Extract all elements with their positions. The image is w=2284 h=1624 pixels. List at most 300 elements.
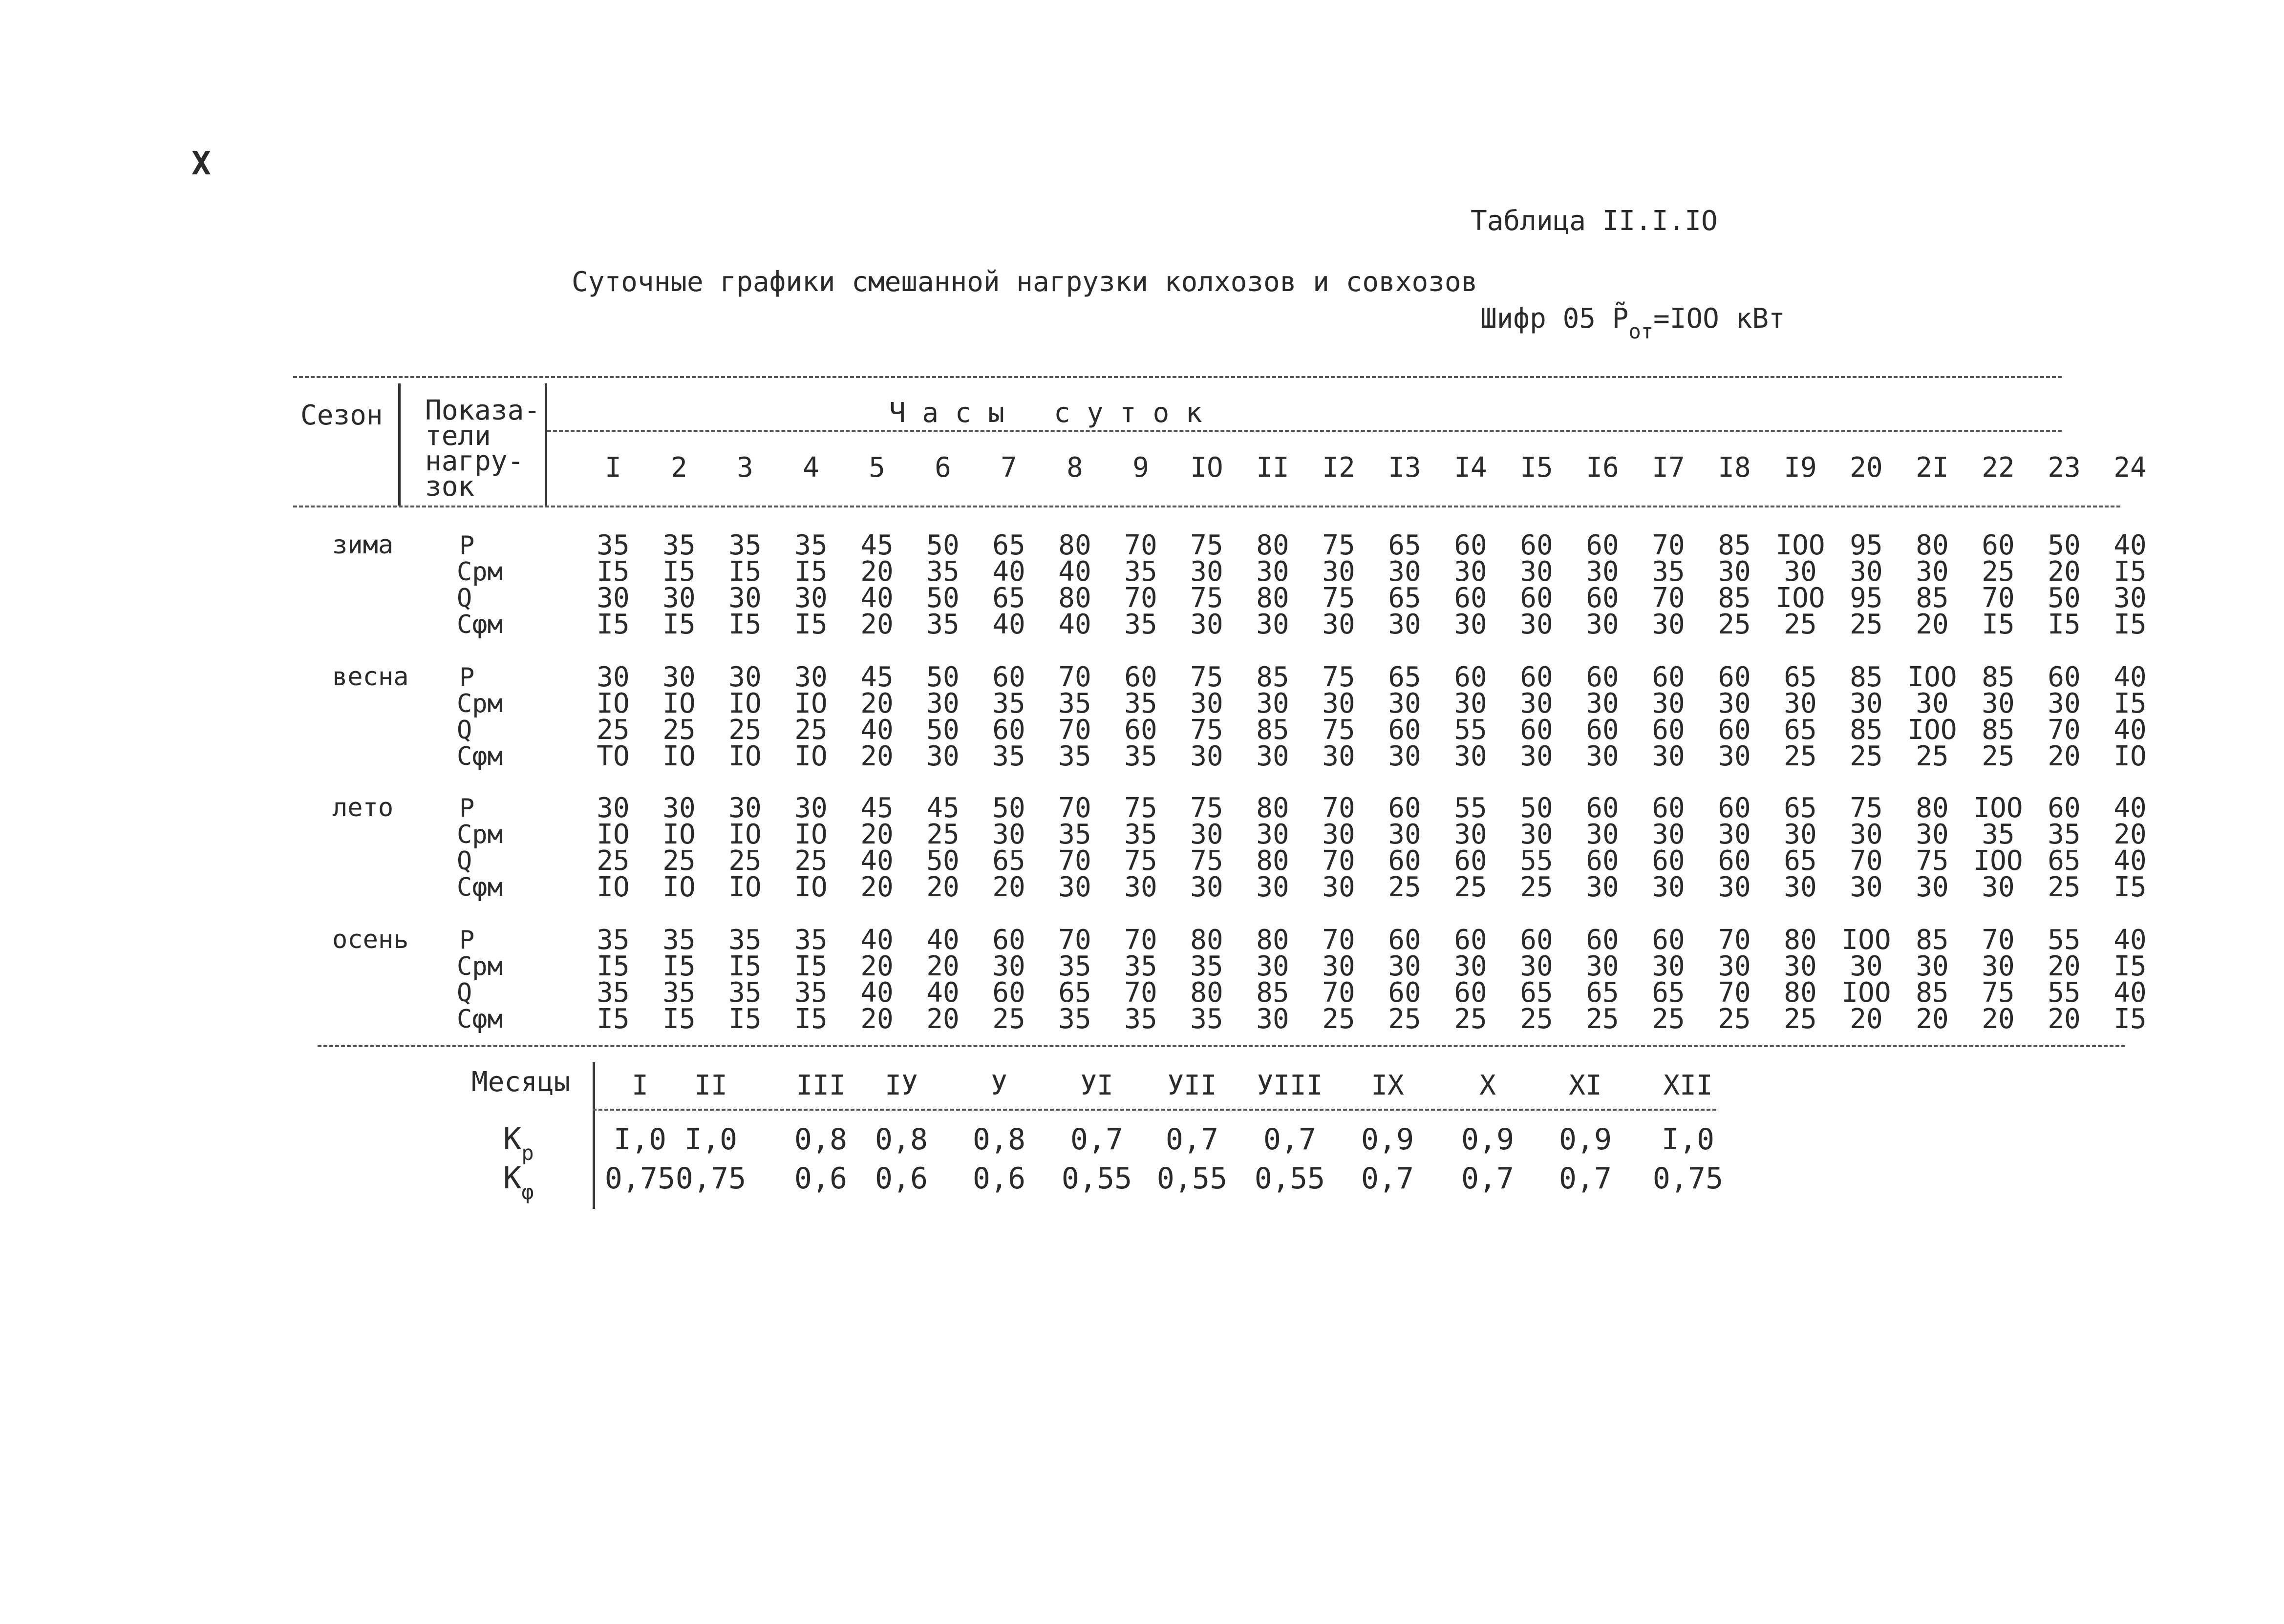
indicator-label: Сφм <box>457 1005 503 1034</box>
data-cell: 80 <box>1256 845 1289 877</box>
data-cell: 35 <box>728 924 762 956</box>
data-cell: 30 <box>1916 871 1949 903</box>
data-cell: 60 <box>992 924 1025 956</box>
data-cell: 75 <box>1322 529 1355 561</box>
data-cell: 30 <box>1850 950 1883 982</box>
data-cell: 30 <box>1652 609 1685 640</box>
data-cell: 70 <box>1124 977 1157 1009</box>
data-cell: 20 <box>2048 950 2081 982</box>
data-cell: 30 <box>1784 950 1817 982</box>
data-cell: 35 <box>662 529 696 561</box>
data-cell: I5 <box>2113 871 2147 903</box>
data-cell: 35 <box>662 977 696 1009</box>
data-cell: 30 <box>1784 556 1817 588</box>
data-cell: 65 <box>1784 661 1817 693</box>
data-cell: 30 <box>728 792 762 824</box>
data-cell: 35 <box>1058 819 1091 850</box>
data-cell: 80 <box>1190 924 1223 956</box>
data-cell: 30 <box>1520 740 1553 772</box>
data-cell: 75 <box>1190 529 1223 561</box>
data-cell: 55 <box>1520 845 1553 877</box>
data-cell: 35 <box>597 529 630 561</box>
hour-number: 22 <box>1982 452 2015 484</box>
data-cell: IO <box>597 819 630 850</box>
data-cell: 25 <box>1454 871 1487 903</box>
data-cell: 30 <box>1388 556 1421 588</box>
data-cell: 85 <box>1718 582 1751 614</box>
data-cell: 30 <box>1784 688 1817 719</box>
data-cell: 30 <box>1124 871 1157 903</box>
data-cell: 85 <box>1982 714 2015 746</box>
data-cell: 20 <box>992 871 1025 903</box>
kp-letter: K <box>503 1121 522 1157</box>
table-title: Суточные графики смешанной нагрузки колхозов и совхозов <box>572 266 1478 298</box>
data-cell: 80 <box>1058 582 1091 614</box>
data-cell: 60 <box>1388 792 1421 824</box>
hour-number: 23 <box>2048 452 2081 484</box>
data-cell: 65 <box>1784 792 1817 824</box>
data-cell: 70 <box>1652 582 1685 614</box>
data-cell: 25 <box>728 714 762 746</box>
data-cell: 70 <box>1058 792 1091 824</box>
data-cell: I5 <box>728 1003 762 1035</box>
data-cell: I5 <box>597 609 630 640</box>
kp-value: I,0 <box>1661 1122 1715 1157</box>
data-cell: 35 <box>1124 609 1157 640</box>
data-cell: IO <box>794 819 828 850</box>
data-cell: 60 <box>1388 714 1421 746</box>
data-cell: IO <box>794 740 828 772</box>
data-cell: 50 <box>926 661 960 693</box>
data-cell: 85 <box>1850 661 1883 693</box>
data-cell: I5 <box>2113 950 2147 982</box>
data-cell: 50 <box>1520 792 1553 824</box>
hour-number: 4 <box>803 452 819 484</box>
data-cell: 60 <box>2048 661 2081 693</box>
data-cell: 60 <box>992 977 1025 1009</box>
data-cell: 40 <box>2113 977 2147 1009</box>
data-cell: 75 <box>1190 792 1223 824</box>
kp-value: 0,9 <box>1461 1122 1515 1157</box>
data-cell: 25 <box>1850 609 1883 640</box>
header-bottom-rule <box>293 506 2120 507</box>
data-cell: 25 <box>597 845 630 877</box>
data-cell: 70 <box>1058 714 1091 746</box>
data-cell: 30 <box>1916 819 1949 850</box>
data-cell: 20 <box>926 950 960 982</box>
data-cell: 25 <box>1454 1003 1487 1035</box>
data-cell: 20 <box>860 556 894 588</box>
kq-value: 0,6 <box>875 1161 928 1196</box>
data-cell: 80 <box>1256 529 1289 561</box>
data-cell: 65 <box>1520 977 1553 1009</box>
data-cell: IOO <box>1907 714 1957 746</box>
data-cell: 80 <box>1256 582 1289 614</box>
data-cell: 30 <box>1256 740 1289 772</box>
indicator-label: P <box>459 794 475 823</box>
hour-number: II <box>1256 452 1289 484</box>
data-cell: 60 <box>1520 529 1553 561</box>
data-cell: 30 <box>662 792 696 824</box>
hour-number: I8 <box>1718 452 1751 484</box>
data-cell: 35 <box>1190 1003 1223 1035</box>
data-cell: 70 <box>1718 977 1751 1009</box>
data-cell: 80 <box>1784 977 1817 1009</box>
data-cell: 30 <box>1520 609 1553 640</box>
data-cell: 40 <box>860 977 894 1009</box>
data-cell: IO <box>728 740 762 772</box>
kp-label <box>503 1121 534 1165</box>
data-cell: 25 <box>1916 740 1949 772</box>
data-cell: 35 <box>1058 688 1091 719</box>
data-cell: I5 <box>597 1003 630 1035</box>
data-cell: 60 <box>1520 582 1553 614</box>
data-cell: 65 <box>2048 845 2081 877</box>
kp-value: 0,8 <box>794 1122 848 1157</box>
data-cell: 85 <box>1256 661 1289 693</box>
data-cell: 20 <box>860 609 894 640</box>
data-cell: 30 <box>1718 740 1751 772</box>
data-cell: 80 <box>1916 529 1949 561</box>
data-cell: 65 <box>1784 845 1817 877</box>
kq-value: 0,7 <box>1361 1161 1414 1196</box>
data-cell: 35 <box>992 740 1025 772</box>
data-cell: 60 <box>1454 977 1487 1009</box>
data-cell: 30 <box>1982 871 2015 903</box>
data-cell: 30 <box>1520 819 1553 850</box>
data-cell: I5 <box>794 1003 828 1035</box>
data-cell: 65 <box>1784 714 1817 746</box>
data-cell: 30 <box>2113 582 2147 614</box>
data-cell: 25 <box>1784 1003 1817 1035</box>
data-cell: I5 <box>728 609 762 640</box>
month-label: III <box>796 1070 846 1101</box>
indicator-label: Срм <box>457 557 503 587</box>
data-cell: 65 <box>1388 661 1421 693</box>
data-cell: 60 <box>1388 924 1421 956</box>
data-cell: 25 <box>1784 609 1817 640</box>
data-cell: 60 <box>1718 845 1751 877</box>
data-cell: 65 <box>1388 582 1421 614</box>
data-cell: 60 <box>1652 661 1685 693</box>
data-cell: 40 <box>2113 845 2147 877</box>
data-cell: 35 <box>794 529 828 561</box>
data-cell: 35 <box>794 977 828 1009</box>
data-cell: 35 <box>728 529 762 561</box>
data-cell: 30 <box>2048 688 2081 719</box>
data-cell: 30 <box>1322 609 1355 640</box>
data-cell: 65 <box>1388 529 1421 561</box>
hour-number: I9 <box>1784 452 1817 484</box>
hour-number: I4 <box>1454 452 1487 484</box>
kq-value: 0,55 <box>1254 1161 1325 1196</box>
kq-value: 0,6 <box>972 1161 1026 1196</box>
data-cell: 30 <box>1784 871 1817 903</box>
data-cell: 60 <box>1718 792 1751 824</box>
hour-number: IO <box>1190 452 1223 484</box>
kq-value: 0,7 <box>1558 1161 1612 1196</box>
data-cell: 75 <box>1124 845 1157 877</box>
season-name: осень <box>332 925 409 954</box>
data-cell: 20 <box>860 950 894 982</box>
data-cell: 60 <box>1124 714 1157 746</box>
cipher-suffix: =IOO кВт <box>1653 303 1785 335</box>
data-cell: 20 <box>2113 819 2147 850</box>
data-cell: 80 <box>1190 977 1223 1009</box>
kp-value: I,0 <box>613 1122 667 1157</box>
data-cell: 30 <box>1322 688 1355 719</box>
data-cell: 25 <box>1652 1003 1685 1035</box>
data-cell: 25 <box>662 845 696 877</box>
season-divider <box>398 383 401 506</box>
data-cell: 70 <box>1982 924 2015 956</box>
month-label: У <box>991 1070 1007 1101</box>
data-cell: IO <box>728 871 762 903</box>
data-cell: 30 <box>662 661 696 693</box>
cipher-line <box>1480 303 1785 343</box>
data-cell: 30 <box>1388 688 1421 719</box>
data-cell: I5 <box>597 950 630 982</box>
kp-value: 0,9 <box>1361 1122 1414 1157</box>
data-cell: 25 <box>1784 740 1817 772</box>
data-cell: 20 <box>2048 740 2081 772</box>
season-name: лето <box>332 793 394 823</box>
data-cell: 80 <box>1256 924 1289 956</box>
data-cell: 30 <box>1256 819 1289 850</box>
data-cell: I5 <box>1982 609 2015 640</box>
indicator-label: Q <box>457 846 472 876</box>
data-cell: 30 <box>992 819 1025 850</box>
data-cell: 30 <box>1718 688 1751 719</box>
season-header: Сезон <box>300 400 383 431</box>
hour-number: I <box>605 452 621 484</box>
hour-number: 5 <box>869 452 885 484</box>
data-cell: 65 <box>992 529 1025 561</box>
indicator-label: Q <box>457 716 472 745</box>
hour-number: I3 <box>1388 452 1421 484</box>
data-cell: 55 <box>1454 792 1487 824</box>
kq-value: 0,75 <box>1652 1161 1724 1196</box>
data-cell: 60 <box>1586 792 1619 824</box>
data-cell: 75 <box>1982 977 2015 1009</box>
hour-number: I5 <box>1520 452 1553 484</box>
month-label: IX <box>1371 1070 1404 1101</box>
indicator-label: P <box>459 531 475 560</box>
kq-value: 0,75 <box>604 1161 676 1196</box>
data-cell: 40 <box>926 977 960 1009</box>
data-cell: 55 <box>2048 977 2081 1009</box>
data-cell: 30 <box>1322 819 1355 850</box>
data-cell: 20 <box>860 871 894 903</box>
data-cell: 85 <box>1916 924 1949 956</box>
data-cell: IO <box>597 688 630 719</box>
data-cell: 50 <box>992 792 1025 824</box>
data-cell: 85 <box>1256 977 1289 1009</box>
data-cell: 30 <box>1586 819 1619 850</box>
data-cell: I5 <box>597 556 630 588</box>
data-cell: 70 <box>1124 924 1157 956</box>
data-cell: 20 <box>1916 609 1949 640</box>
data-cell: 75 <box>1850 792 1883 824</box>
data-cell: 60 <box>1586 582 1619 614</box>
data-cell: 30 <box>794 661 828 693</box>
data-cell: 30 <box>1718 819 1751 850</box>
hour-number: 9 <box>1132 452 1149 484</box>
data-cell: 35 <box>1652 556 1685 588</box>
data-cell: 30 <box>1652 950 1685 982</box>
data-cell: 30 <box>794 582 828 614</box>
data-cell: 35 <box>662 924 696 956</box>
indicators-divider <box>545 383 547 506</box>
data-cell: 35 <box>1124 688 1157 719</box>
data-cell: 75 <box>1322 661 1355 693</box>
data-cell: 30 <box>1916 556 1949 588</box>
data-cell: 40 <box>860 582 894 614</box>
hour-number: 8 <box>1067 452 1083 484</box>
data-cell: 50 <box>2048 582 2081 614</box>
data-cell: 70 <box>1982 582 2015 614</box>
data-cell: 60 <box>1454 582 1487 614</box>
kp-value: I,0 <box>684 1122 738 1157</box>
data-cell: I5 <box>662 609 696 640</box>
data-cell: I5 <box>794 609 828 640</box>
data-cell: 30 <box>1718 950 1751 982</box>
data-cell: 20 <box>1916 1003 1949 1035</box>
kq-value: 0,75 <box>675 1161 747 1196</box>
indicator-label: P <box>459 663 475 692</box>
kp-value: 0,7 <box>1070 1122 1124 1157</box>
data-cell: 30 <box>1256 556 1289 588</box>
months-header: Месяцы <box>471 1066 571 1098</box>
data-cell: 30 <box>1586 871 1619 903</box>
data-cell: 70 <box>2048 714 2081 746</box>
data-cell: 70 <box>1850 845 1883 877</box>
data-cell: 35 <box>926 556 960 588</box>
data-cell: I5 <box>662 1003 696 1035</box>
data-cell: 50 <box>926 582 960 614</box>
data-cell: 30 <box>992 950 1025 982</box>
hour-number: 6 <box>935 452 951 484</box>
data-cell: 25 <box>597 714 630 746</box>
hour-number: I2 <box>1322 452 1355 484</box>
data-cell: 30 <box>1520 688 1553 719</box>
data-cell: IO <box>597 871 630 903</box>
data-cell: 25 <box>794 845 828 877</box>
kp-value: 0,9 <box>1558 1122 1612 1157</box>
data-cell: 75 <box>1322 582 1355 614</box>
data-cell: 35 <box>1124 819 1157 850</box>
data-cell: 60 <box>1520 661 1553 693</box>
data-cell: IOO <box>1973 792 2023 824</box>
indicators-header-line: тели <box>425 420 491 452</box>
data-cell: 60 <box>1388 977 1421 1009</box>
data-cell: 30 <box>662 582 696 614</box>
data-cell: 50 <box>2048 529 2081 561</box>
data-cell: 75 <box>1190 714 1223 746</box>
data-cell: 70 <box>1322 924 1355 956</box>
data-cell: 60 <box>1718 661 1751 693</box>
month-label: XI <box>1569 1070 1602 1101</box>
data-cell: 30 <box>1586 556 1619 588</box>
data-cell: 25 <box>1718 609 1751 640</box>
data-cell: 40 <box>2113 924 2147 956</box>
data-cell: 30 <box>1850 556 1883 588</box>
hour-number: 24 <box>2113 452 2147 484</box>
data-cell: 30 <box>1256 688 1289 719</box>
indicator-label: Q <box>457 584 472 613</box>
data-cell: 25 <box>728 845 762 877</box>
data-cell: 50 <box>926 845 960 877</box>
data-cell: 60 <box>1652 924 1685 956</box>
data-cell: 45 <box>860 792 894 824</box>
indicators-header-line: Показа- <box>425 395 541 426</box>
month-label: УI <box>1080 1070 1113 1101</box>
data-cell: IO <box>662 688 696 719</box>
data-cell: 60 <box>1652 845 1685 877</box>
data-cell: 35 <box>1982 819 2015 850</box>
data-cell: 60 <box>1124 661 1157 693</box>
data-cell: 35 <box>1190 950 1223 982</box>
hour-number: 20 <box>1850 452 1883 484</box>
kp-value: 0,8 <box>972 1122 1026 1157</box>
data-cell: 75 <box>1190 845 1223 877</box>
data-cell: 30 <box>1322 950 1355 982</box>
data-cell: IO <box>662 740 696 772</box>
data-cell: 85 <box>1256 714 1289 746</box>
month-label: II <box>694 1070 727 1101</box>
data-cell: 20 <box>2048 556 2081 588</box>
data-cell: 35 <box>1124 950 1157 982</box>
data-cell: 30 <box>1256 609 1289 640</box>
data-cell: 30 <box>1388 740 1421 772</box>
data-cell: 85 <box>1850 714 1883 746</box>
table-top-rule <box>293 376 2062 378</box>
data-cell: 60 <box>1454 529 1487 561</box>
data-cell: IO <box>794 688 828 719</box>
data-cell: 30 <box>1718 871 1751 903</box>
data-cell: 60 <box>1652 714 1685 746</box>
data-cell: 25 <box>1322 1003 1355 1035</box>
data-cell: 25 <box>1982 740 2015 772</box>
data-cell: 25 <box>2048 871 2081 903</box>
data-cell: 45 <box>860 661 894 693</box>
data-cell: 30 <box>1190 688 1223 719</box>
kq-value: 0,6 <box>794 1161 848 1196</box>
data-cell: 35 <box>1124 556 1157 588</box>
hour-number: 2I <box>1916 452 1949 484</box>
data-cell: 25 <box>992 1003 1025 1035</box>
data-cell: IOO <box>1973 845 2023 877</box>
data-cell: 30 <box>597 661 630 693</box>
data-cell: 60 <box>992 714 1025 746</box>
data-cell: 30 <box>1520 556 1553 588</box>
data-cell: 30 <box>1190 819 1223 850</box>
data-cell: I5 <box>794 556 828 588</box>
data-cell: IO <box>662 871 696 903</box>
data-cell: 60 <box>1586 661 1619 693</box>
data-cell: 75 <box>1916 845 1949 877</box>
data-cell: IOO <box>1841 924 1891 956</box>
data-cell: 60 <box>1652 792 1685 824</box>
data-cell: 70 <box>1058 845 1091 877</box>
data-cell: 25 <box>1850 740 1883 772</box>
data-cell: 25 <box>1388 1003 1421 1035</box>
data-cell: 35 <box>794 924 828 956</box>
hour-number: I6 <box>1586 452 1619 484</box>
hour-number: I7 <box>1652 452 1685 484</box>
data-cell: 30 <box>1388 950 1421 982</box>
data-cell: 30 <box>1454 609 1487 640</box>
